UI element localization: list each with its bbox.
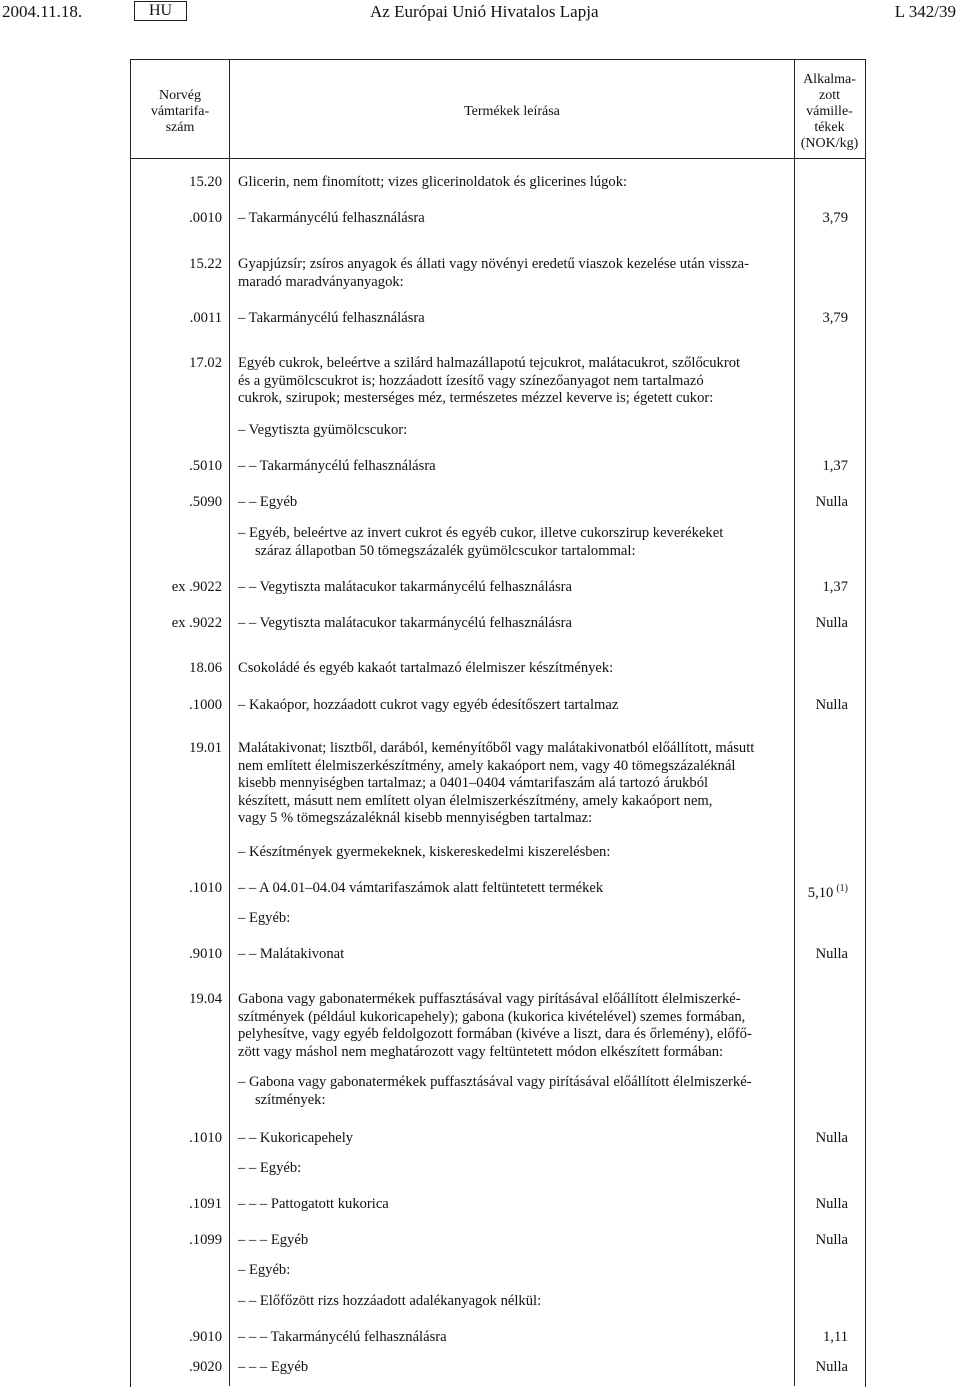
product-description (238, 355, 786, 408)
product-description (238, 525, 786, 560)
product-description (238, 494, 786, 512)
duty-rate (816, 697, 848, 715)
tariff-code: 19.04 (189, 991, 222, 1007)
tariff-code: 15.20 (189, 174, 222, 190)
tariff-code: ex .9022 (171, 615, 222, 631)
product-description (238, 740, 786, 828)
description-line: – – – Egyéb (238, 1359, 309, 1375)
duty-rate-value: 1,11 (823, 1329, 848, 1345)
tariff-code: 19.01 (189, 740, 222, 756)
description-line: kisebb mennyiségben tartalmaz; a 0401–0404 vámtarifaszám alá tartozó árukból (238, 775, 709, 792)
description-line: maradó maradványanyagok: (238, 273, 404, 290)
duty-rate-value: Nulla (815, 1196, 848, 1212)
description-line: – – – Pattogatott kukorica (238, 1196, 389, 1212)
product-description (238, 910, 786, 928)
duty-rate-value: Nulla (815, 494, 848, 510)
duty-rate-value: Nulla (815, 1359, 848, 1375)
description-line: – – Kukoricapehely (238, 1130, 354, 1146)
page-number: L 342/39 (894, 2, 956, 21)
duty-rate (816, 494, 848, 512)
product-description (238, 1160, 786, 1178)
product-description (238, 991, 786, 1061)
product-description (238, 1196, 786, 1214)
tariff-code: ex .9022 (171, 579, 222, 595)
description-line: – – Takarmánycélú felhasználásra (238, 458, 436, 474)
product-description (238, 256, 786, 291)
description-line: Malátakivonat; lisztből, darából, keményítőből vagy malátakivonatból előállított, másutt (238, 740, 755, 756)
journal-title: Az Európai Unió Hivatalos Lapja (370, 2, 599, 21)
description-line: száraz állapotban 50 tömegszázalék gyümölcscukor tartalommal: (255, 542, 636, 559)
duty-rate-value: Nulla (815, 697, 848, 713)
product-description (238, 1232, 786, 1250)
description-line: – – Malátakivonat (238, 946, 345, 962)
tariff-code: .1010 (189, 880, 222, 896)
description-line: – – Egyéb: (238, 1160, 302, 1176)
description-line: Gabona vagy gabonatermékek puffasztásával vagy pirításával előállított élelmiszerké- (238, 991, 741, 1007)
duty-rate (816, 946, 848, 964)
tariff-code: .1000 (189, 697, 222, 713)
tariff-code: .5010 (189, 458, 222, 474)
description-line: szítmények: (255, 1091, 326, 1108)
product-description (238, 615, 786, 633)
description-line: – Takarmánycélú felhasználásra (238, 310, 425, 326)
tariff-code: .0011 (189, 310, 222, 326)
description-line: – Kakaópor, hozzáadott cukrot vagy egyéb édesítőszert tartalmaz (238, 697, 619, 713)
duty-rate (808, 880, 848, 902)
duty-rate-value: Nulla (815, 946, 848, 962)
description-line: készített, másutt nem említett olyan élelmiszerkészítmény, amely kakaóport nem, (238, 792, 713, 809)
product-description (238, 1130, 786, 1148)
product-description (238, 844, 786, 862)
product-description (238, 1074, 786, 1109)
duty-rate-value: 1,37 (822, 579, 848, 595)
tariff-code: 17.02 (189, 355, 222, 371)
duty-rate (816, 1232, 848, 1250)
product-description (238, 946, 786, 964)
description-line: pelyhesítve, vagy egyéb feldolgozott formában (kivéve a liszt, dara és őrlemény), előfő- (238, 1026, 752, 1043)
duty-rate-value: 1,37 (822, 458, 848, 474)
duty-rate (816, 1359, 848, 1377)
description-line: – Készítmények gyermekeknek, kiskereskedelmi kiszerelésben: (238, 844, 611, 860)
page-header (0, 0, 960, 26)
description-line: – Egyéb: (238, 910, 291, 926)
duty-rate (822, 310, 848, 328)
description-line: zött vagy máshol nem meghatározott vagy feltüntetett módon elkészített formában: (238, 1043, 724, 1060)
column-divider-2 (794, 59, 795, 1386)
description-line: és a gyümölcscukrot is; hozzáadott ízesítő vagy színezőanyagot nem tartalmazó (238, 372, 704, 389)
product-description (238, 1329, 786, 1347)
tariff-code: .1099 (189, 1232, 222, 1248)
product-description (238, 1293, 786, 1311)
duty-rate (823, 1329, 848, 1347)
description-line: – Vegytiszta gyümölcscukor: (238, 422, 408, 438)
tariff-code: .0010 (189, 210, 222, 226)
duty-rate-value: 5,10 (807, 884, 834, 901)
product-description (238, 1359, 786, 1377)
description-line: – – Előfőzött rizs hozzáadott adalékanyagok nélkül: (238, 1293, 542, 1309)
tariff-code: .9010 (189, 946, 222, 962)
duty-rate (816, 1196, 848, 1214)
description-line: nem említett élelmiszerkészítmény, amely kakaóport nem, vagy 40 tömegszázaléknál (238, 757, 736, 774)
description-line: – Takarmánycélú felhasználásra (238, 210, 425, 226)
duty-rate-value: Nulla (815, 1232, 848, 1248)
description-line: – – Vegytiszta malátacukor takarmánycélú felhasználásra (238, 615, 573, 631)
description-line: – Egyéb: (238, 1262, 291, 1278)
description-line: Egyéb cukrok, beleértve a szilárd halmazállapotú tejcukrot, malátacukrot, szőlőcukrot (238, 355, 741, 371)
duty-rate (822, 579, 848, 597)
tariff-code: 18.06 (189, 660, 222, 676)
description-line: Gyapjúzsír; zsíros anyagok és állati vagy növényi eredetű viaszok kezelése után vissza- (238, 256, 750, 272)
description-line: Csokoládé és egyéb kakaót tartalmazó élelmiszer készítmények: (238, 660, 614, 676)
tariff-code: .9020 (189, 1359, 222, 1375)
product-description (238, 422, 786, 440)
duty-rate-value: Nulla (815, 615, 848, 631)
column-header-description: Termékek leírása (464, 104, 560, 119)
product-description (238, 174, 786, 192)
language-code: HU (134, 1, 187, 21)
description-line: cukrok, szirupok; mesterséges méz, természetes mézzel keverve is; égetett cukor: (238, 390, 714, 407)
duty-rate (816, 1130, 848, 1148)
footnote-reference: (1) (836, 883, 848, 894)
description-line: Glicerin, nem finomított; vizes glicerinoldatok és glicerines lúgok: (238, 174, 628, 190)
product-description (238, 1262, 786, 1280)
product-description (238, 458, 786, 476)
duty-rate (822, 210, 848, 228)
description-line: – – Egyéb (238, 494, 298, 510)
tariff-code: .1091 (189, 1196, 222, 1212)
description-line: – – – Takarmánycélú felhasználásra (238, 1329, 447, 1345)
header-date: 2004.11.18. (2, 2, 83, 21)
duty-rate-value: Nulla (815, 1130, 848, 1146)
tariff-code: .5090 (189, 494, 222, 510)
description-line: szítmények (például kukoricapehely); gabona (kukorica kivételével) szemes formában, (238, 1008, 746, 1025)
product-description (238, 880, 786, 898)
product-description (238, 310, 786, 328)
duty-rate-value: 3,79 (822, 210, 848, 226)
duty-rate (822, 458, 848, 476)
tariff-code: .9010 (189, 1329, 222, 1345)
product-description (238, 697, 786, 715)
product-description (238, 660, 786, 678)
product-description (238, 210, 786, 228)
column-header-duty-rate: Alkalma- zott vámille- tékek (NOK/kg) (800, 72, 859, 151)
description-line: – – A 04.01–04.04 vámtarifaszámok alatt feltüntetett termékek (238, 880, 604, 896)
tariff-code: 15.22 (189, 256, 222, 272)
description-line: – – Vegytiszta malátacukor takarmánycélú felhasználásra (238, 579, 573, 595)
description-line: – – – Egyéb (238, 1232, 309, 1248)
product-description (238, 579, 786, 597)
description-line: – Egyéb, beleértve az invert cukrot és egyéb cukor, illetve cukorszirup keverékeket (238, 525, 724, 541)
duty-rate (816, 615, 848, 633)
duty-rate-value: 3,79 (822, 310, 848, 326)
description-line: – Gabona vagy gabonatermékek puffasztásával vagy pirításával előállított élelmiszerké- (238, 1074, 752, 1090)
header-separator (130, 158, 866, 159)
description-line: vagy 5 % tömegszázaléknál kisebb mennyiségben tartalmaz: (238, 810, 593, 827)
tariff-code: .1010 (189, 1130, 222, 1146)
column-header-tariff-number: Norvég vámtarifa- szám (150, 88, 210, 135)
column-divider-1 (229, 59, 230, 1386)
